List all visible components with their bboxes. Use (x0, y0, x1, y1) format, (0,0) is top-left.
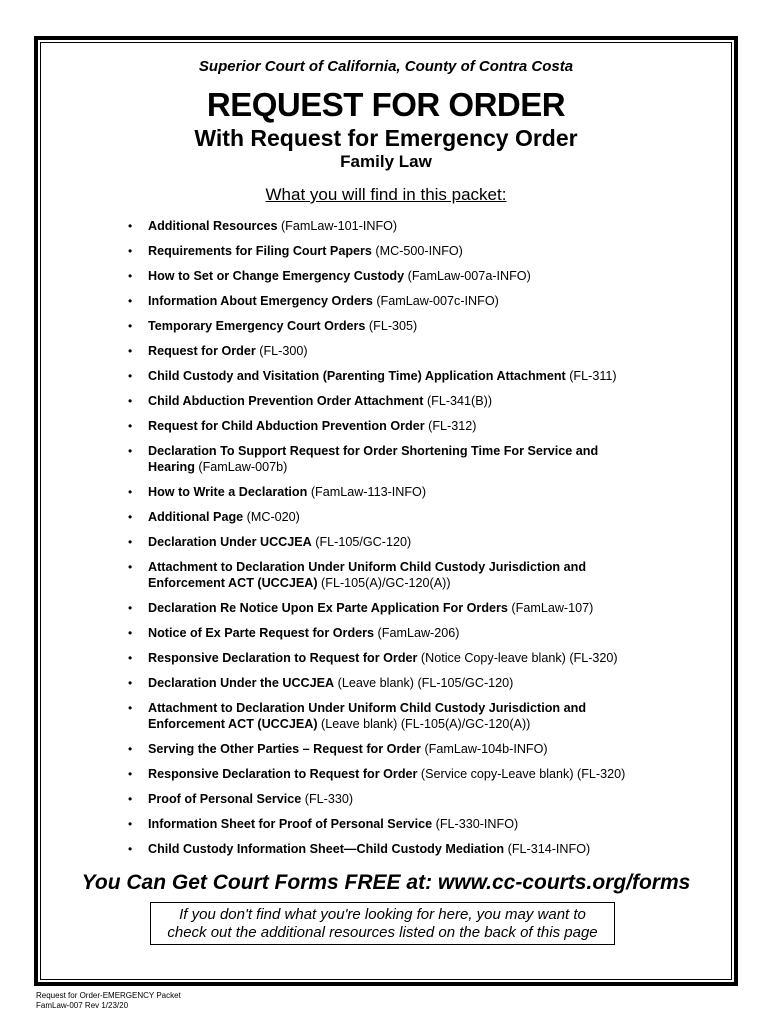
bullet-icon: • (128, 742, 133, 756)
list-item (128, 650, 648, 666)
packet-contents-list (128, 218, 648, 866)
free-forms-notice: You Can Get Court Forms FREE at: www.cc-courts.org/forms (81, 871, 691, 894)
list-item (128, 766, 648, 782)
list-item (128, 418, 648, 434)
item-title: How to Set or Change Emergency Custody (148, 269, 405, 283)
bullet-icon: • (128, 651, 133, 665)
item-form-code: (Service copy-Leave blank) (FL-320) (417, 767, 626, 781)
list-item (128, 293, 648, 309)
item-title: Attachment to Declaration Under Uniform Child Custody Jurisdiction and Enforcement ACT (UCCJEA) (148, 560, 587, 590)
bullet-icon: • (128, 560, 133, 574)
item-form-code: (FamLaw-007b) (194, 460, 288, 474)
bullet-icon: • (128, 319, 133, 333)
item-form-code: (FL-330-INFO) (432, 817, 519, 831)
list-item (128, 534, 648, 550)
bullet-icon: • (128, 767, 133, 781)
item-title: Additional Page (148, 510, 244, 524)
list-item (128, 791, 648, 807)
item-title: Attachment to Declaration Under Uniform Child Custody Jurisdiction and Enforcement ACT (UCCJEA) (148, 701, 587, 731)
item-form-code: (FamLaw-007c-INFO) (372, 294, 499, 308)
item-title: Information About Emergency Orders (148, 294, 373, 308)
item-title: Declaration Re Notice Upon Ex Parte Application For Orders (148, 601, 508, 615)
bullet-icon: • (128, 419, 133, 433)
item-form-code: (MC-500-INFO) (371, 244, 463, 258)
item-title: Serving the Other Parties – Request for Order (148, 742, 421, 756)
list-item (128, 625, 648, 641)
item-form-code: (FamLaw-206) (374, 626, 460, 640)
item-form-code: (FL-105(A)/GC-120(A)) (317, 576, 451, 590)
item-form-code: (Leave blank) (FL-105(A)/GC-120(A)) (317, 717, 531, 731)
bullet-icon: • (128, 244, 133, 258)
item-title: Child Abduction Prevention Order Attachment (148, 394, 424, 408)
list-item (128, 368, 648, 384)
list-item (128, 484, 648, 500)
bullet-icon: • (128, 269, 133, 283)
item-form-code: (FL-314-INFO) (504, 842, 591, 856)
item-title: Temporary Emergency Court Orders (148, 319, 366, 333)
bullet-icon: • (128, 219, 133, 233)
item-form-code: (FL-330) (301, 792, 354, 806)
item-title: How to Write a Declaration (148, 485, 308, 499)
bullet-icon: • (128, 701, 133, 715)
bullet-icon: • (128, 510, 133, 524)
document-category: Family Law (340, 152, 432, 171)
footer (36, 991, 181, 1011)
item-form-code: (FamLaw-101-INFO) (277, 219, 398, 233)
list-item (128, 318, 648, 334)
bullet-icon: • (128, 485, 133, 499)
list-item (128, 841, 648, 857)
item-form-code: (FamLaw-104b-INFO) (420, 742, 548, 756)
list-item (128, 559, 648, 591)
item-form-code: (FamLaw-113-INFO) (307, 485, 427, 499)
list-item (128, 268, 648, 284)
list-item (128, 443, 648, 475)
footer-form-revision: FamLaw-007 Rev 1/23/20 (36, 1001, 129, 1010)
item-title: Information Sheet for Proof of Personal Service (148, 817, 433, 831)
item-form-code: (FL-105/GC-120) (311, 535, 412, 549)
item-title: Child Custody and Visitation (Parenting Time) Application Attachment (148, 369, 566, 383)
item-title: Declaration To Support Request for Order Shortening Time For Service and Hearing (148, 444, 599, 474)
item-title: Declaration Under UCCJEA (148, 535, 312, 549)
bullet-icon: • (128, 842, 133, 856)
list-item (128, 700, 648, 732)
item-title: Notice of Ex Parte Request for Orders (148, 626, 375, 640)
bullet-icon: • (128, 369, 133, 383)
document-subtitle: With Request for Emergency Order (194, 125, 578, 151)
item-title: Responsive Declaration to Request for Order (148, 767, 418, 781)
list-item (128, 816, 648, 832)
bullet-icon: • (128, 817, 133, 831)
item-title: Declaration Under the UCCJEA (148, 676, 335, 690)
note-line-2: check out the additional resources listed on the back of this page (167, 924, 598, 941)
bullet-icon: • (128, 444, 133, 458)
item-title: Child Custody Information Sheet—Child Custody Mediation (148, 842, 505, 856)
item-title: Requirements for Filing Court Papers (148, 244, 372, 258)
bullet-icon: • (128, 792, 133, 806)
item-title: Responsive Declaration to Request for Order (148, 651, 418, 665)
list-item (128, 393, 648, 409)
item-title: Proof of Personal Service (148, 792, 302, 806)
document-title: REQUEST FOR ORDER (206, 86, 566, 123)
item-form-code: (FL-312) (424, 419, 477, 433)
item-form-code: (FL-311) (565, 369, 617, 383)
note-line-1: If you don't find what you're looking for here, you may want to (179, 906, 586, 923)
bullet-icon: • (128, 601, 133, 615)
footer-packet-name: Request for Order-EMERGENCY Packet (36, 991, 181, 1000)
list-item (128, 741, 648, 757)
additional-resources-note (150, 902, 615, 945)
item-title: Request for Child Abduction Prevention Order (148, 419, 425, 433)
item-form-code: (FamLaw-007a-INFO) (404, 269, 531, 283)
item-title: Request for Order (148, 344, 256, 358)
item-title: Additional Resources (148, 219, 278, 233)
item-form-code: (Leave blank) (FL-105/GC-120) (334, 676, 514, 690)
bullet-icon: • (128, 344, 133, 358)
list-item (128, 343, 648, 359)
list-item (128, 509, 648, 525)
list-item (128, 243, 648, 259)
bullet-icon: • (128, 394, 133, 408)
bullet-icon: • (128, 626, 133, 640)
item-form-code: (MC-020) (243, 510, 300, 524)
bullet-icon: • (128, 676, 133, 690)
list-item (128, 218, 648, 234)
item-form-code: (FL-300) (255, 344, 308, 358)
item-form-code: (Notice Copy-leave blank) (FL-320) (417, 651, 618, 665)
list-item (128, 675, 648, 691)
list-item (128, 600, 648, 616)
bullet-icon: • (128, 535, 133, 549)
item-form-code: (FL-341(B)) (423, 394, 493, 408)
packet-heading: What you will find in this packet: (265, 185, 507, 204)
item-form-code: (FL-305) (365, 319, 418, 333)
bullet-icon: • (128, 294, 133, 308)
court-name: Superior Court of California, County of Contra Costa (198, 58, 574, 75)
item-form-code: (FamLaw-107) (507, 601, 594, 615)
